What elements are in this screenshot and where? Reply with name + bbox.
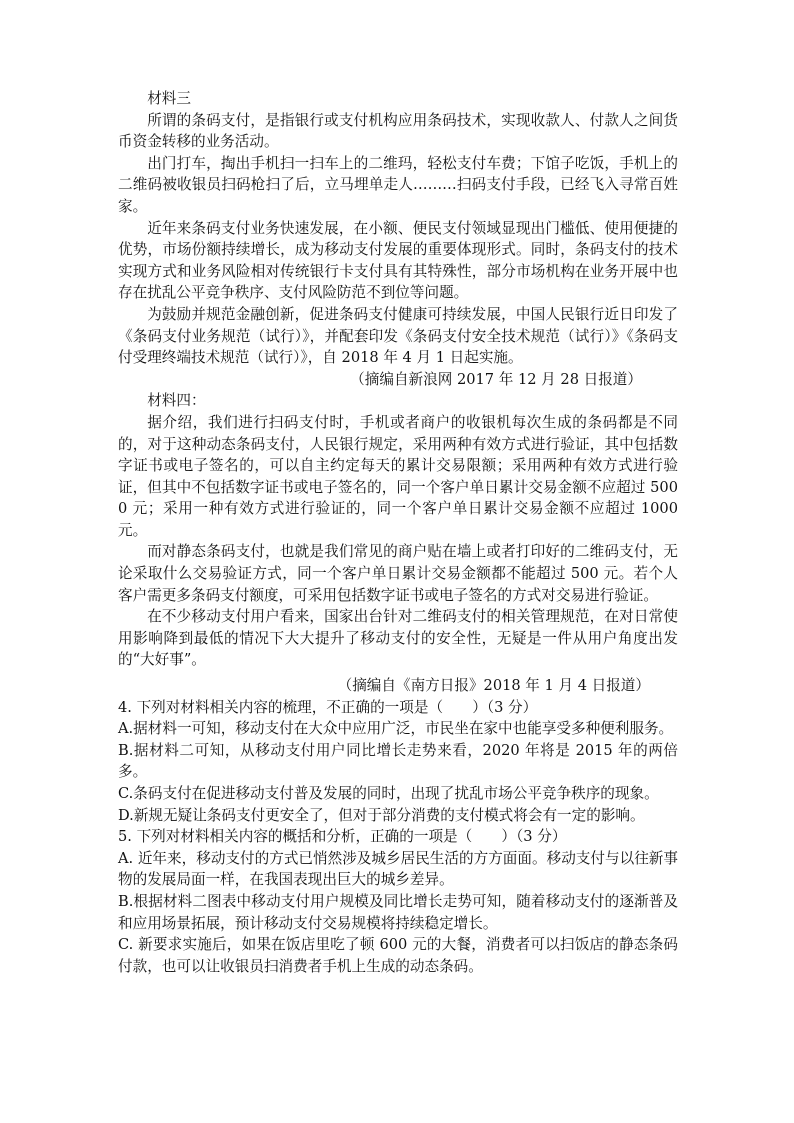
question-5-option-c: C. 新要求实施后，如果在饭店里吃了顿 600 元的大餐，消费者可以扫饭店的静态条码付款，也可以让收银员扫消费者手机上生成的动态条码。 [118, 936, 678, 975]
material4-heading: 材料四： [147, 392, 206, 410]
question-4-option-b: B.据材料二可知，从移动支付用户同比增长走势来看，2020 年将是 2015 年的两倍多。 [118, 741, 678, 781]
question-4-stem: 4. 下列对材料相关内容的梳理，不正确的一项是（ ）（3 分） [118, 698, 538, 716]
question-4-option-d: D.新规无疑让条码支付更安全了，但对于部分消费的支付模式将会有一定的影响。 [118, 806, 645, 824]
question-4-option-c: C.条码支付在促进移动支付普及发展的同时，出现了扰乱市场公平竞争秩序的现象。 [118, 785, 659, 802]
material3-source: （摘编自新浪网 2017 年 12 月 28 日报道） [350, 370, 642, 388]
material4-para-1: 据介绍，我们进行扫码支付时，手机或者商户的收银机每次生成的条码都是不同的，对于这种动态条码支付，人民银行规定，采用两种有效方式进行验证，其中包括数字证书或电子签名的，可以自主约定每天的累计交易限额；采用两种有效方式进行验证，但其中不包括数字证书或电子签名的，同一个客户单日累计交易金额不应超过 5000 元；采用一种有效方式进行验证的，同一个客户单日累计交易金额不应超过 1000 元。 [118, 413, 678, 539]
question-4-option-a: A.据材料一可知，移动支付在大众中应用广泛，市民坐在家中也能享受多种便利服务。 [118, 720, 674, 738]
material3-para-1: 所谓的条码支付，是指银行或支付机构应用条码技术，实现收款人、付款人之间货币资金转移的业务活动。 [118, 111, 678, 151]
material4-para-2: 而对静态条码支付，也就是我们常见的商户贴在墙上或者打印好的二维码支付，无论采取什么交易验证方式，同一个客户单日累计交易金额都不能超过 500 元。若个人客户需更多条码支付额度，可采用包括数字证书或电子签名的方式对交易进行验证。 [118, 543, 678, 604]
material3-para-4: 为鼓励并规范金融创新，促进条码支付健康可持续发展，中国人民银行近日印发了《条码支付业务规范（试行）》，并配套印发《条码支付安全技术规范（试行）》《条码支付受理终端技术规范（试行）》，自 2018 年 4 月 1 日起实施。 [118, 305, 678, 367]
material3-para-3: 近年来条码支付业务快速发展，在小额、便民支付领域显现出门槛低、使用便捷的优势，市场份额持续增长，成为移动支付发展的重要体现形式。同时，条码支付的技术实现方式和业务风险相对传统银行卡支付具有其特殊性，部分市场机构在业务开展中也存在扰乱公平竞争秩序、支付风险防范不到位等问题。 [118, 219, 678, 302]
material3-para-2: 出门打车，掏出手机扫一扫车上的二维玛，轻松支付车费；下馆子吃饭，手机上的二维码被收银员扫码枪扫了后，立马埋单走人………扫码支付手段，已经飞入寻常百姓家。 [118, 154, 678, 215]
material4-para-3: 在不少移动支付用户看来，国家出台针对二维码支付的相关管理规范，在对日常使用影响降到最低的情况下大大提升了移动支付的安全性，无疑是一件从用户角度出发的“大好事”。 [118, 608, 678, 669]
exam-page [118, 88, 678, 977]
question-5-option-b: B.根据材料二图表中移动支付用户规模及同比增长走势可知，随着移动支付的逐渐普及和应用场景拓展，预计移动支付交易规模将持续稳定增长。 [118, 892, 678, 932]
material4-source: （摘编自《南方日报》2018 年 1 月 4 日报道） [337, 677, 650, 695]
material3-heading: 材料三 [147, 90, 191, 107]
question-5-stem: 5. 下列对材料相关内容的概括和分析，正确的一项是（ ）（3 分） [118, 828, 567, 846]
question-5-option-a: A. 近年来，移动支付的方式已悄然涉及城乡居民生活的方方面面。移动支付与以往新事物的发展局面一样，在我国表现出巨大的城乡差异。 [118, 849, 678, 889]
